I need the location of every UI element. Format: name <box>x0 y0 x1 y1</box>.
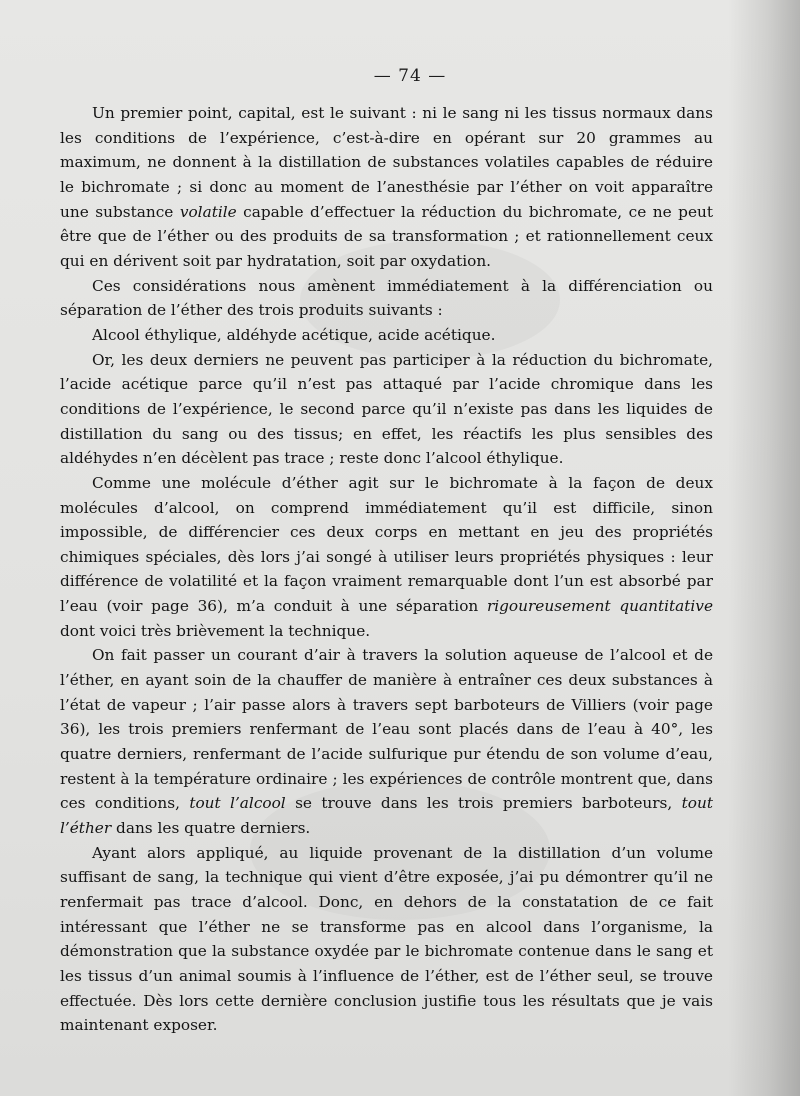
italic-run: tout l’éther <box>60 794 713 838</box>
text-run: dans les quatre derniers. <box>111 819 311 838</box>
paragraph <box>60 471 713 644</box>
text-run: Ayant alors appliqué, au liquide provenant de la distillation d’un volume suffisant de sang, la technique qui vient d’être exposée, j’ai pu démontrer qu’il ne renfermait pas trace d’alcool. Donc, en dehors de la constatation de ce fait intéressant que l’éther ne se transforme pas en alcool dans l’organisme, la démonstration que la substance oxydée par le bichromate contenue dans le sang et les tissus d’un animal soumis à l’influence de l’éther, est de l’éther seul, se trouve effectuée. Dès lors cette dernière conclusion justifie tous les résultats que je vais maintenant exposer. <box>60 843 713 1035</box>
paragraph <box>60 841 713 1038</box>
text-run: Un premier point, capital, est le suivant : ni le sang ni les tissus normaux dans les conditions de l’expérience, c’est-à-dire en opérant sur 20 grammes au maximum, ne donnent à la distillation de substances volatiles capables de réduire le bichromate ; si donc au moment de l’anesthésie par l’éther on voit apparaître une substance <box>60 104 713 221</box>
text-run: Or, les deux derniers ne peuvent pas participer à la réduction du bichromate, l’acide acétique parce qu’il n’est pas attaqué par l’acide chromique dans les conditions de l’expérience, le second parce qu’il n’existe pas dans les liquides de distillation du sang ou des tissus; en effet, les réactifs les plus sensibles des aldéhydes n’en décèlent pas trace ; reste donc l’alcool éthylique. <box>60 350 713 468</box>
italic-run: volatile <box>179 202 237 221</box>
text-run: On fait passer un courant d’air à travers la solution aqueuse de l’alcool et de l’éther, en ayant soin de la chauffer de manière à entraîner ces deux substances à l’état de vapeur ; l’air passe alors à travers sept barboteurs de Villiers (voir page 36), les trois premiers renfermant de l’eau sont placés dans de l’eau à 40°, les quatre derniers, renfermant de l’acide sulfurique pur étendu de son volume d’eau, restent à la température ordinaire ; les expériences de contrôle montrent que, dans ces conditions, <box>60 646 713 813</box>
italic-run: tout l’alcool <box>189 794 286 813</box>
paragraph <box>60 274 713 323</box>
text-run: se trouve dans les trois premiers barboteurs, <box>285 794 682 813</box>
paragraph <box>60 323 713 348</box>
text-run: dont voici très brièvement la technique. <box>60 621 371 640</box>
text-run: Comme une molécule d’éther agit sur le bichromate à la façon de deux molécules d’alcool, on comprend immédiatement qu’il est difficile, sinon impossible, de différencier ces deux corps en mettant en jeu des propriétés chimiques spéciales, dès lors j’ai songé à utiliser leurs propriétés physiques : leur différence de volatilité et la façon vraiment remarquable dont l’un est absorbé par l’eau (voir page 36), m’a conduit à une séparation <box>60 473 713 616</box>
body-text <box>60 101 713 1038</box>
paragraph <box>60 348 713 471</box>
italic-run: rigoureusement quantitative <box>486 597 713 616</box>
paragraph <box>60 643 713 840</box>
paragraph <box>60 101 713 274</box>
page-number: — 74 — <box>373 66 447 86</box>
text-run: Ces considérations nous amènent immédiatement à la différenciation ou séparation de l’éther des trois produits suivants : <box>60 276 713 320</box>
text-run: Alcool éthylique, aldéhyde acétique, acide acétique. <box>92 325 496 344</box>
text-run: capable d’effectuer la réduction du bichromate, ce ne peut être que de l’éther ou des produits de sa transformation ; et rationnellement ceux qui en dérivent soit par hydratation, soit par oxydation. <box>60 202 713 270</box>
